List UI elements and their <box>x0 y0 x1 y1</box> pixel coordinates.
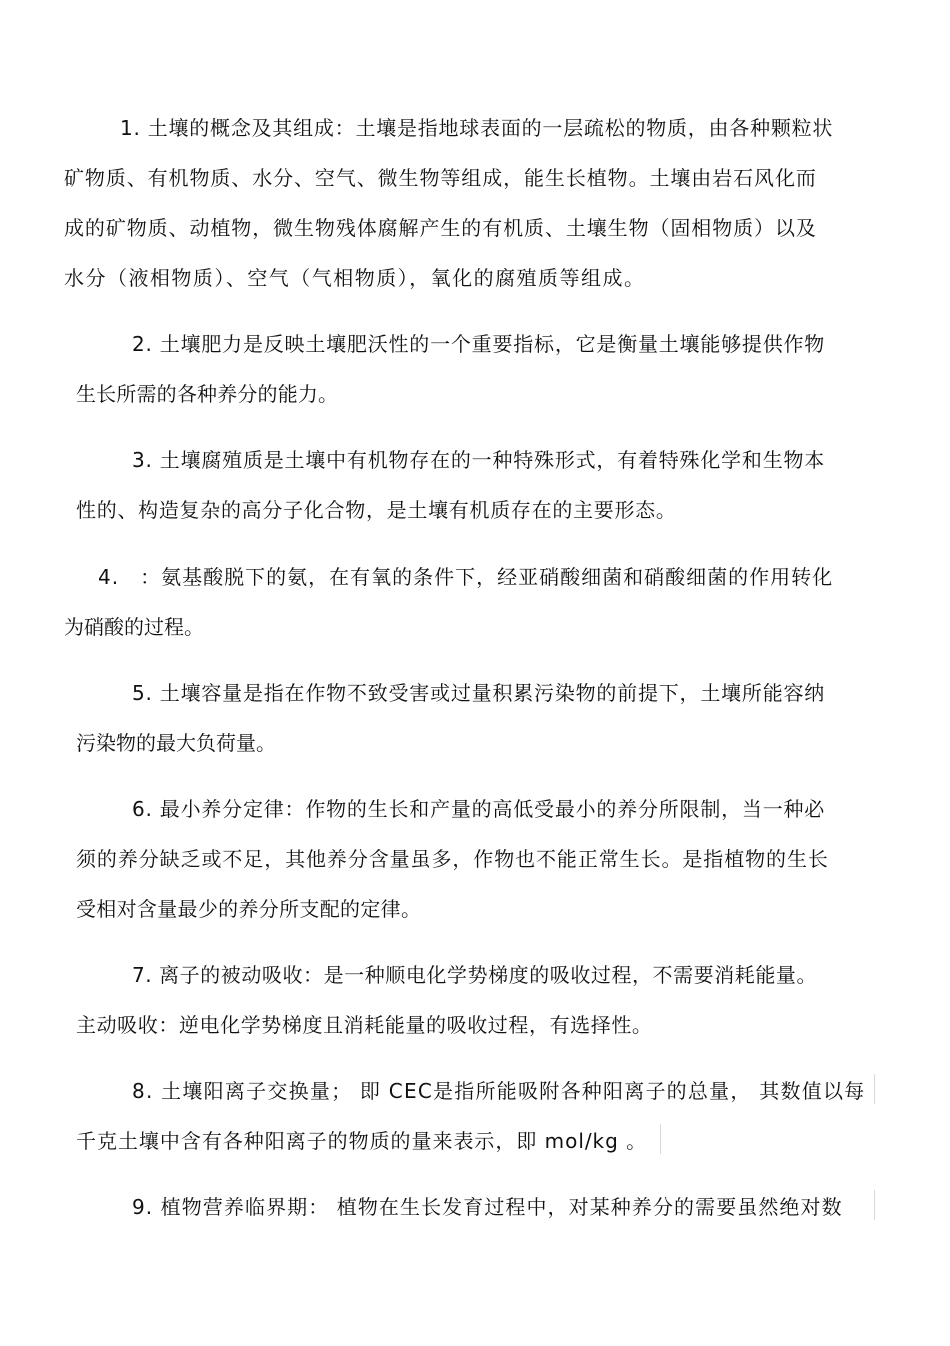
column-separator-mark <box>874 1074 875 1104</box>
paragraph-2-line-2: 生长所需的各种养分的能力。 <box>76 382 339 406</box>
paragraph-1-line-3: 成的矿物质、动植物，微生物残体腐解产生的有机质、土壤生物（固相物质）以及 <box>64 216 817 240</box>
paragraph-3-line-2: 性的、构造复杂的高分子化合物，是土壤有机质存在的主要形态。 <box>76 498 677 522</box>
paragraph-7-line-2: 主动吸收：逆电化学势梯度且消耗能量的吸收过程，有选择性。 <box>76 1013 653 1037</box>
paragraph-9-line-1: 9. 植物营养临界期： 植物在生长发育过程中，对某种养分的需要虽然绝对数 <box>132 1195 843 1219</box>
paragraph-6-line-1: 6. 最小养分定律：作物的生长和产量的高低受最小的养分所限制，当一种必 <box>132 797 826 821</box>
column-separator-mark <box>660 1124 661 1154</box>
paragraph-2-line-1: 2. 土壤肥力是反映土壤肥沃性的一个重要指标，它是衡量土壤能够提供作物 <box>132 332 826 356</box>
paragraph-3-line-1: 3. 土壤腐殖质是土壤中有机物存在的一种特殊形式，有着特殊化学和生物本 <box>132 448 826 472</box>
paragraph-1-line-2: 矿物质、有机物质、水分、空气、微生物等组成，能生长植物。土壤由岩石风化而 <box>64 166 817 190</box>
paragraph-4-line-2: 为硝酸的过程。 <box>64 615 204 639</box>
paragraph-8-line-1: 8. 土壤阳离子交换量； 即 CEC是指所能吸附各种阳离子的总量， 其数值以每 <box>132 1079 866 1103</box>
paragraph-4-line-1: 4. ：氨基酸脱下的氨，在有氧的条件下，经亚硝酸细菌和硝酸细菌的作用转化 <box>98 565 834 589</box>
paragraph-5-line-1: 5. 土壤容量是指在作物不致受害或过量积累污染物的前提下，土壤所能容纳 <box>132 681 826 705</box>
paragraph-8-line-2: 千克土壤中含有各种阳离子的物质的量来表示，即 mol/kg 。 <box>76 1129 648 1153</box>
paragraph-6-line-3: 受相对含量最少的养分所支配的定律。 <box>76 897 422 921</box>
paragraph-7-line-1: 7. 离子的被动吸收：是一种顺电化学势梯度的吸收过程，不需要消耗能量。 <box>132 963 818 987</box>
paragraph-6-line-2: 须的养分缺乏或不足，其他养分含量虽多，作物也不能正常生长。是指植物的生长 <box>76 847 829 871</box>
paragraph-1-line-4: 水分（液相物质）、空气（气相物质），氧化的腐殖质等组成。 <box>64 266 646 290</box>
paragraph-1-line-1: 1. 土壤的概念及其组成：土壤是指地球表面的一层疏松的物质，由各种颗粒状 <box>120 116 834 140</box>
column-separator-mark <box>874 1190 875 1220</box>
paragraph-5-line-2: 污染物的最大负荷量。 <box>76 731 276 755</box>
